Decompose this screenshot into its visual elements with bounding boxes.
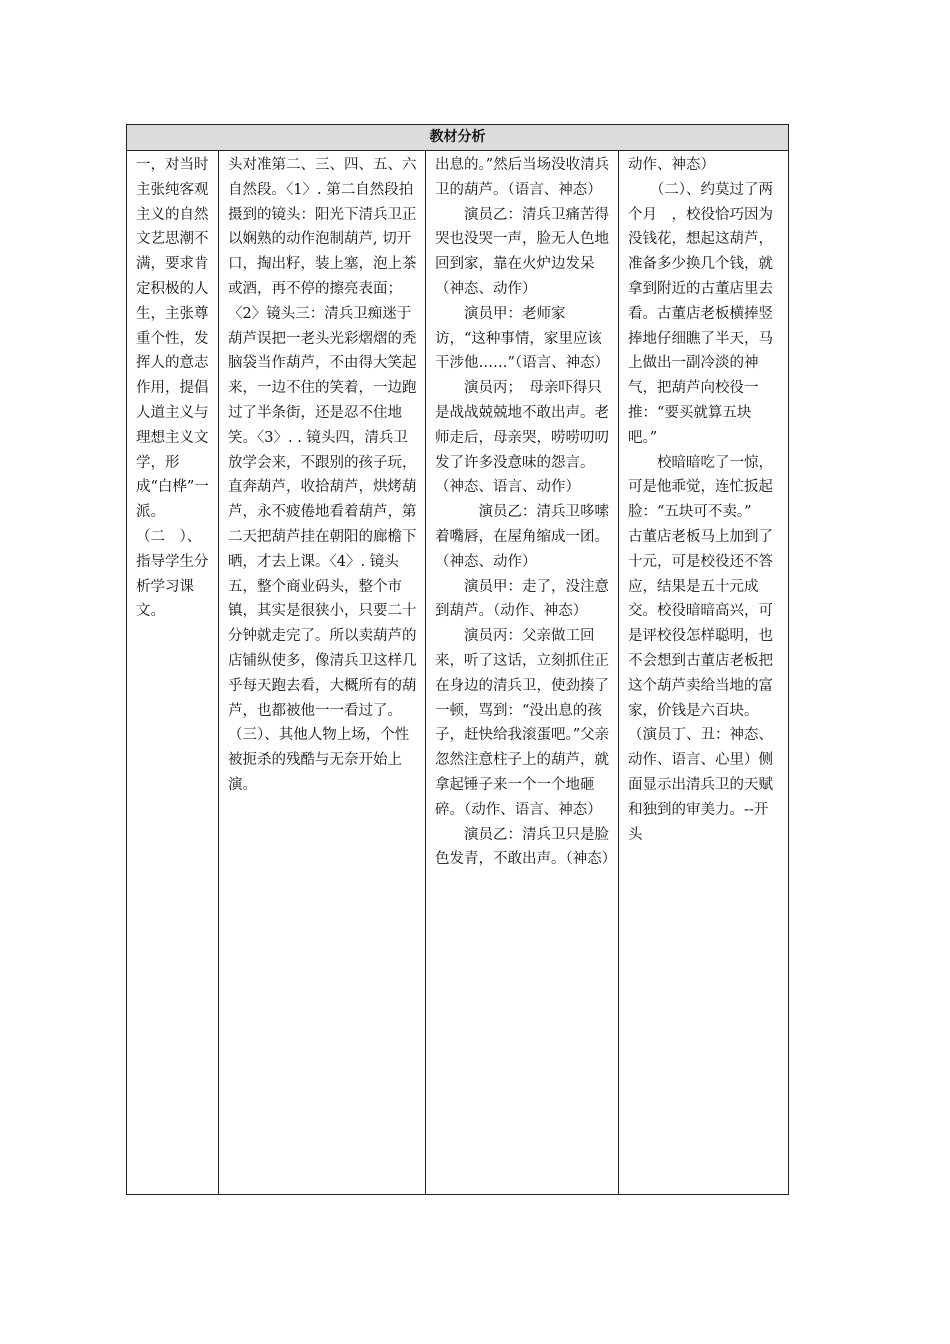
table-column-3 — [426, 151, 619, 1194]
column-4-text: 动作、神态） （二）、约莫过了两个月 ，校役恰巧因为没钱花，想起这葫芦，准备多少换几个钱，就拿到附近的古董店里去看。古董店老板横捧竖捧地仔细瞧了半天，马上做出一副冷淡的神气，把葫芦向校役一推：“要买就算五块吧。” 校暗暗吃了一惊，可是他乖觉，连忙扳起脸：“五块可不卖。” 古董店老板马上加到了十元，可是校役还不答应，结果是五十元成交。校役暗暗高兴，可是评校役怎样聪明，也不会想到古董店老板把这个葫芦卖给当地的富家，价钱是六百块。（演员丁、丑：神态、动作、语言、心里）侧面显示出清兵卫的天赋和独到的审美力。--开头 — [628, 157, 773, 843]
table-column-2 — [219, 151, 426, 1194]
column-3-text: 出息的。”然后当场没收清兵卫的葫芦。（语言、神态） 演员乙：清兵卫痛苦得哭也没哭一声，脸无人色地回到家，靠在火炉边发呆（神态、动作） 演员甲：老师家访，“这种事情，家里应该干涉他……”（语言、神态） 演员丙； 母亲吓得只是战战兢兢地不敢出声。老师走后，母亲哭，唠唠叨叨发了许多没意味的怨言。（神态、语言、动作） 演员乙：清兵卫哆嗦着嘴唇，在屋角缩成一团。（神态、动作） 演员甲：走了，没注意到葫芦。（动作、神态） 演员丙：父亲做工回来，听了这话，立刻抓住正在身边的清兵卫，使劲揍了一顿，骂到：“没出息的孩子，赶快给我滚蛋吧。”父亲忽然注意柱子上的葫芦，就拿起锤子来一个一个地砸碎。（动作、语言、神态） 演员乙：清兵卫只是脸色发青，不敢出声。（神态） — [435, 157, 617, 868]
table-header: 教材分析 — [127, 125, 788, 151]
column-2-text: 头对准第二、三、四、五、六自然段。〈1〉. 第二自然段拍摄到的镜头：阳光下清兵卫正以娴熟的动作泡制葫芦, 切开口，掏出籽，装上塞，泡上茶或酒，再不停的擦亮表面；〈2〉镜头三：清兵卫痴迷于葫芦误把一老头光彩熠熠的秃脑袋当作葫芦，不由得大笑起来，一边不住的笑着，一边跑过了半条街，还是忍不住地笑。〈3〉. . 镜头四，清兵卫放学会来，不跟别的孩子玩，直奔葫芦，收拾葫芦，烘烤葫芦，永不疲倦地看着葫芦，第二天把葫芦挂在朝阳的廊檐下晒，才去上课。〈4〉. 镜头五，整个商业码头，整个市镇，其实是很狭小，只要二十分钟就走完了。所以卖葫芦的店铺纵使多，像清兵卫这样几乎每天跑去看，大概所有的葫芦，也都被他一一看过了。（三）、其他人物上场，个性被扼杀的残酷与无奈开始上演。 — [228, 157, 417, 793]
table-column-1 — [127, 151, 219, 1194]
table-column-4 — [619, 151, 788, 1194]
textbook-analysis-table — [126, 124, 789, 1195]
column-1-text: 一，对当时主张纯客观主义的自然文艺思潮不满，要求肯定积极的人生，主张尊重个性，发挥人的意志作用，提倡人道主义与理想主义文学，形成“白桦”一派。 （二 ）、指导学生分析学习课文。 — [136, 157, 209, 620]
